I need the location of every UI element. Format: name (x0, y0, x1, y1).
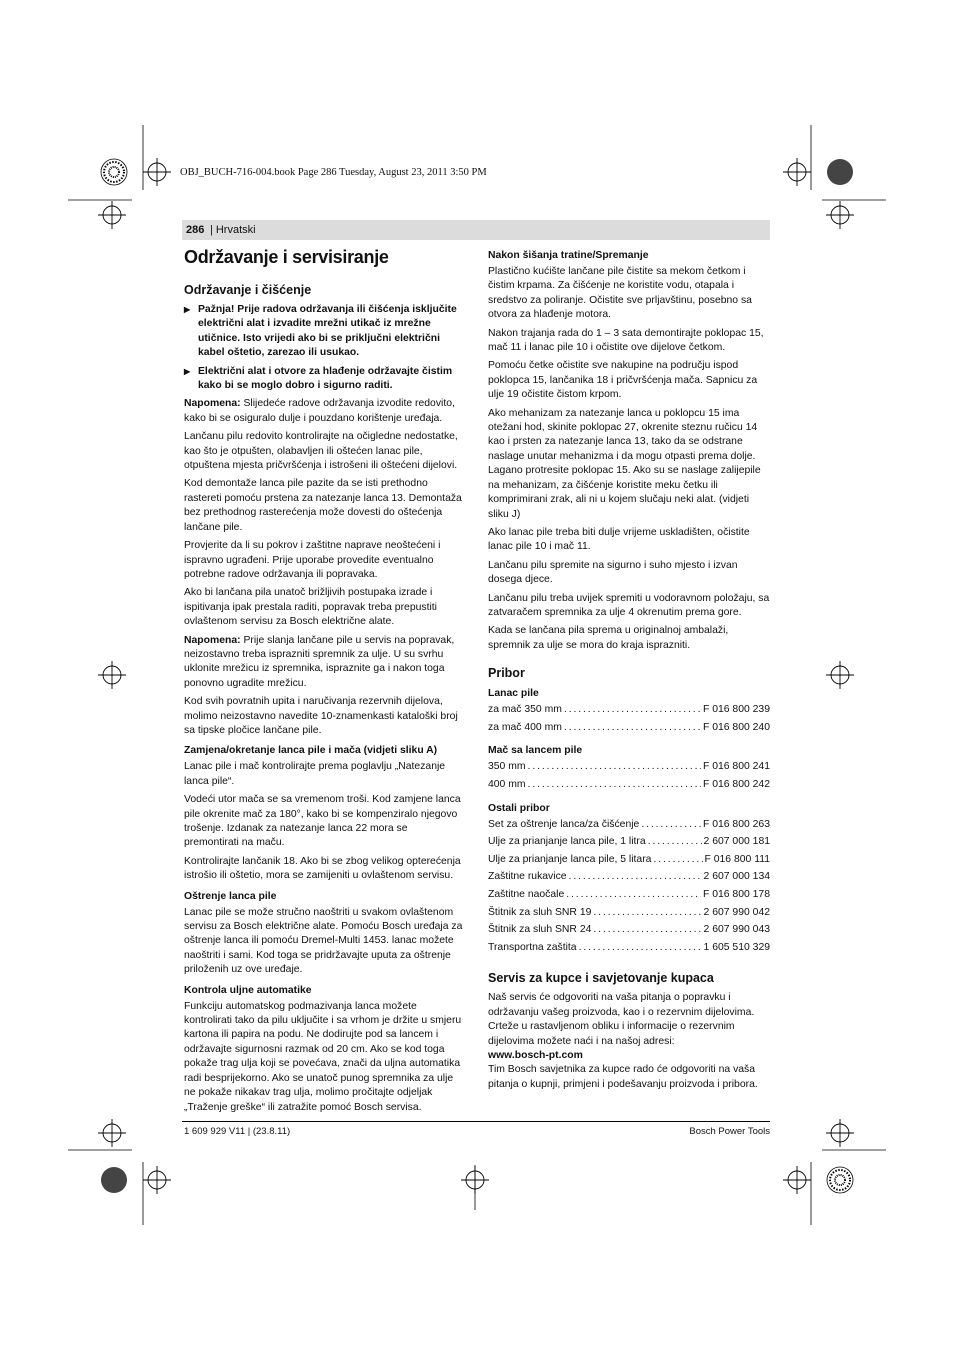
accessory-name: Štitnik za sluh SNR 19 (488, 906, 592, 918)
accessory-name: Transportna zaštita (488, 941, 577, 953)
heading-mac: Mač sa lancem pile (488, 745, 583, 757)
heading-ostrenje: Oštrenje lanca pile (184, 890, 277, 902)
accessory-name: 350 mm (488, 761, 526, 773)
paragraph: Kod demontaže lanca pile pazite da se isti prethodno rastereti pomoću prstena za natezanje lanca 13. Demontaža bez prethodnog rasterećenja može dovesti do oštećenja lančane pile. (184, 478, 462, 533)
accessory-name: Zaštitne naočale (488, 888, 565, 900)
note-paragraph (184, 397, 465, 426)
paragraph: Naš servis će odgovoriti na vaša pitanja o popravku i održavanju vašeg proizvoda, kao i o rezervnim dijelovima. Crteže u rastavljenom obliku i informacije o rezervnim dijelovima možete naći i na našoj adresi: (488, 992, 755, 1047)
accessory-list-lanac (488, 703, 770, 738)
paragraph: Ako lanac pile treba biti dulje vrijeme uskladišten, očistite lanac pile 10 i mač 11. (488, 526, 750, 553)
paragraph: Ako bi lančana pila unatoč brižljivih postupaka izrade i ispitivanja ipak prestala raditi, popravak treba prepustiti ovlaštenom servisu za Bosch električne alate. (184, 587, 437, 628)
accessory-number: F 016 800 263 (702, 818, 770, 830)
accessory-number: F 016 800 178 (702, 888, 770, 900)
accessory-row (488, 888, 770, 906)
accessory-row (488, 835, 770, 853)
footer-brand: Bosch Power Tools (689, 1126, 770, 1137)
accessory-list-ostali (488, 818, 770, 959)
accessory-number: F 016 800 239 (702, 704, 770, 716)
accessory-number: F 016 800 242 (702, 778, 770, 790)
accessory-number: 2 607 000 181 (703, 836, 770, 848)
paragraph: Lanac pile i mač kontrolirajte prema poglavlju „Natezanje lanca pile“. (184, 761, 446, 787)
note-label: Napomena: (184, 398, 241, 410)
paragraph: Lanac pile se može stručno naoštriti u svakom ovlaštenom servisu za Bosch električne alate. Pomoću Bosch uređaja za oštrenje lanca ili pomoću Dremel-Multi 1453. lanac možete naoštriti i sami. Kod toga se pridržavajte uputa za oštrenje priloženih uz ove uređaje. (184, 906, 463, 976)
accessory-number: F 016 800 241 (702, 761, 770, 773)
heading-ostali: Ostali pribor (488, 802, 550, 814)
paragraph: Pomoću četke očistite sve nakupine na području ispod poklopca 15, lančanika 18 i pričvršćenja mača. Sapnicu za ulje 19 očistite čistom krpom. (488, 360, 758, 401)
accessory-name: Ulje za prianjanje lanca pile, 5 litara (488, 853, 652, 865)
paragraph: Kod svih povratnih upita i naručivanja rezervnih dijelova, molimo neizostavno navedite 10-znamenkasti kataloški broj sa tipske pločice lančane pile. (184, 696, 458, 736)
note-text: Slijedeće radove održavanja izvodite redovito, kako bi se osiguralo dulje i pouzdano korištenje uređaja. (184, 398, 455, 424)
section-title: Održavanje i servisiranje (184, 247, 389, 267)
accessory-list-mac (488, 760, 770, 795)
accessory-name: 400 mm (488, 778, 526, 790)
paragraph: Lančanu pilu redovito kontrolirajte na očigledne nedostatke, kao što je otpušten, olabavljen ili oštećen lanac pile, otpuštena mjesta pričvršćenja i istrošeni ili oštećeni dijelovi. (184, 431, 458, 472)
file-header: OBJ_BUCH-716-004.book Page 286 Tuesday, August 23, 2011 3:50 PM (180, 167, 487, 178)
heading-zamjena: Zamjena/okretanje lanca pile i mača (vidjeti sliku A) (184, 745, 438, 757)
paragraph: Kontrolirajte lančanik 18. Ako bi se zbog velikog opterećenja istrošio ili oštetio, mora se zamijeniti u ovlaštenom servisu. (184, 855, 461, 882)
left-column (184, 246, 465, 1119)
accessory-row (488, 853, 770, 871)
page-language (210, 224, 256, 236)
accessory-name: Set za oštrenje lanca/za čišćenje (488, 818, 640, 830)
paragraph: Lančanu pilu spremite na sigurno i suho mjesto i izvan dosega djece. (488, 559, 738, 586)
accessory-row (488, 703, 770, 721)
accessory-row (488, 941, 770, 959)
paragraph: Ako mehanizam za natezanje lanca u poklopcu 15 ima otežani hod, skinite poklopac 27, okrenite steznu ručicu 14 kao i prsten za natezanje lanca 13, tako da se odstrane naslage unutar mehanizma i da mogu otpasti prema dolje. Lagano protresite poklopac 15. Ako su se naslage zalijepile na mehanizam, za čišćenje koristite meku četku ili komprimirani zrak, ali ni u kojem slučaju neki alat. (vidjeti sliku J) (488, 407, 761, 520)
paragraph: Provjerite da li su pokrov i zaštitne naprave neoštećeni i ispravno ugrađeni. Prije uporabe provedite eventualno potrebne radove održavanja ili popravaka. (184, 540, 441, 580)
paragraph: Vodeći utor mača se sa vremenom troši. Kod zamjene lanca pile okrenite mač za 180°, kako bi se kompenziralo njegovo trošenje. Izdanak za natezanje lanca 22 mora se premontirati na maču. (184, 794, 461, 849)
language-label: Hrvatski (215, 224, 256, 236)
heading-kontrola: Kontrola uljne automatike (184, 984, 312, 996)
accessory-row (488, 778, 770, 796)
accessory-number: F 016 800 240 (702, 721, 770, 733)
paragraph: Kada se lančana pila sprema u originalnoj ambalaži, spremnik za ulje se mora do kraja isprazniti. (488, 625, 729, 651)
page-header-bar (182, 220, 770, 240)
accessory-row (488, 721, 770, 739)
subsection-title: Održavanje i čišćenje (184, 283, 312, 297)
accessory-number: F 016 800 111 (704, 853, 770, 865)
right-column (488, 249, 770, 1096)
paragraph: Nakon trajanja rada do 1 – 3 sata demontirajte poklopac 15, mač 11 i lanac pile 10 i očistite ove dijelove četkom. (488, 327, 764, 354)
accessory-number: 2 607 990 042 (703, 906, 770, 918)
warning-list (184, 303, 465, 393)
accessory-name: za mač 350 mm (488, 704, 562, 716)
website-link[interactable]: www.bosch-pt.com (488, 1049, 583, 1061)
footer-rule (182, 1121, 770, 1122)
warning-item: ▶ Električni alat i otvore za hlađenje održavajte čistim kako bi se moglo dobro i sigurno raditi. (184, 365, 465, 394)
accessory-number: 2 607 990 043 (703, 924, 770, 936)
accessory-name: Ulje za prianjanje lanca pile, 1 litra (488, 836, 646, 848)
paragraph: Plastično kućište lančane pile čistite sa mekom četkom i čistim krpama. Za čišćenje ne koristite vodu, otapala i sredstvo za poliranje. Očistite sve prljavštinu, posebno sa otvora za hlađenje motora. (488, 266, 752, 321)
accessory-row (488, 870, 770, 888)
paragraph: Lančanu pilu treba uvijek spremiti u vodoravnom položaju, sa zatvaračem spremnika za ulje 4 okrenutim prema gore. (488, 592, 770, 618)
note-label: Napomena: (184, 634, 241, 646)
accessory-row (488, 923, 770, 941)
heading-lanac: Lanac pile (488, 688, 539, 700)
note-paragraph (184, 634, 465, 692)
accessory-row (488, 760, 770, 778)
accessory-name: Zaštitne rukavice (488, 871, 567, 883)
accessory-row (488, 906, 770, 924)
paragraph: Tim Bosch savjetnika za kupce rado će odgovoriti na vaša pitanja o kupnji, primjeni i podešavanju proizvoda i pribora. (488, 1064, 758, 1090)
heading-servis: Servis za kupce i savjetovanje kupaca (488, 971, 714, 986)
accessory-row (488, 818, 770, 836)
accessory-name: za mač 400 mm (488, 721, 562, 733)
warning-item: ▶ Pažnja! Prije radova održavanja ili čišćenja isključite električni alat i izvadite mrežni utikač iz mrežne utičnice. Isto vrijedi ako bi se priključni električni kabel oštetio, zarezao ili usukao. (184, 303, 465, 361)
accessory-number: 2 607 000 134 (703, 871, 770, 883)
note-text: Prije slanja lančane pile u servis na popravak, neizostavno treba isprazniti spremnik za ulje. U su svrhu uklonite mrežicu iz spremnika, ispraznite ga i nakon toga ponovno ugradite mrežicu. (184, 634, 455, 689)
paragraph: Funkciju automatskog podmazivanja lanca možete kontrolirati tako da pilu uključite i sa vrhom je držite u smjeru kartona ili papira na podu. Ne dodirujte pod sa lancem i održavajte sigurnosni razmak od 20 cm. Ako se kod toga pokaže trag ulja koji se povećava, znači da uljna automatika radi besprijekorno. Ako se unatoč punog spremnika za ulje ne pokaže nikakav trag ulja, molimo pročitajte odjeljak „Traženje greške“ ili zatražite pomoć Bosch servisa. (184, 1000, 462, 1113)
accessory-name: Štitnik za sluh SNR 24 (488, 924, 592, 936)
accessory-number: 1 605 510 329 (703, 941, 770, 953)
footer-doc-number: 1 609 929 V11 | (23.8.11) (184, 1126, 291, 1137)
heading-nakon: Nakon šišanja tratine/Spremanje (488, 250, 649, 261)
page-number: 286 (186, 224, 205, 236)
heading-pribor: Pribor (488, 666, 525, 681)
